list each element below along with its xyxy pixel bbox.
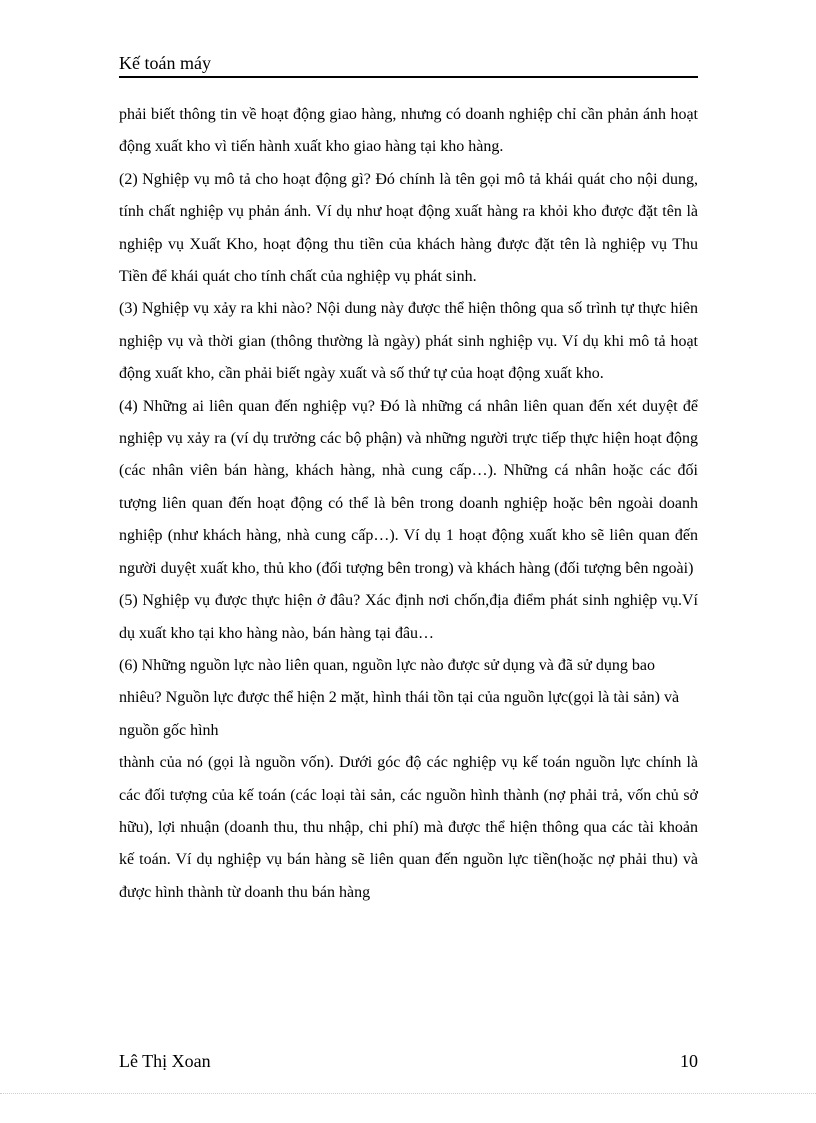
paragraph-continuation: phải biết thông tin về hoạt động giao hàng, nhưng có doanh nghiệp chỉ cần phản ánh hoạt động xuất kho vì tiến hành xuất kho giao hàng tại kho hàng. <box>119 106 698 156</box>
page-header <box>119 50 698 78</box>
paragraph-item-6-continued: thành của nó (gọi là nguồn vốn). Dưới góc độ các nghiệp vụ kế toán nguồn lực chính là các đối tượng của kế toán (các loại tài sản, các nguồn hình thành (nợ phải trả, vốn chủ sở hữu), lợi nhuận (doanh thu, thu nhập, chi phí) mà được thể hiện thông qua các tài khoản kế toán. Ví dụ nghiệp vụ bán hàng sẽ liên quan đến nguồn lực tiền(hoặc nợ phải thu) và được hình thành từ doanh thu bán hàng <box>119 754 698 901</box>
page-bottom-divider <box>0 1093 816 1094</box>
footer-author: Lê Thị Xoan <box>119 1051 211 1071</box>
paragraph-item-6: (6) Những nguồn lực nào liên quan, nguồn lực nào được sử dụng và đã sử dụng bao nhiêu? Nguồn lực được thể hiện 2 mặt, hình thái tồn tại của nguồn lực(gọi là tài sản) và nguồn gốc hình <box>119 656 680 739</box>
paragraph-item-3: (3) Nghiệp vụ xảy ra khi nào? Nội dung này được thể hiện thông qua số trình tự thực hiên nghiệp vụ và thời gian (thông thường là ngày) phát sinh nghiệp vụ. Ví dụ khi mô tả hoạt động xuất kho, cần phải biết ngày xuất và số thứ tự của hoạt động xuất kho. <box>119 300 698 383</box>
paragraph-item-5: (5) Nghiệp vụ được thực hiện ở đâu? Xác định nơi chốn,địa điểm phát sinh nghiệp vụ.Ví dụ xuất kho tại kho hàng nào, bán hàng tại đâu… <box>119 592 698 642</box>
header-title: Kế toán máy <box>119 53 211 73</box>
page-number: 10 <box>680 1051 698 1071</box>
document-body <box>119 99 698 909</box>
paragraph-item-2: (2) Nghiệp vụ mô tả cho hoạt động gì? Đó chính là tên gọi mô tả khái quát cho nội dung, tính chất nghiệp vụ phản ánh. Ví dụ như hoạt động xuất hàng ra khỏi kho được đặt tên là nghiệp vụ Xuất Kho, hoạt động thu tiền của khách hàng được đặt tên là nghiệp vụ Thu Tiền để khái quát cho tính chất của nghiệp vụ phát sinh. <box>119 170 698 286</box>
paragraph-item-4: (4) Những ai liên quan đến nghiệp vụ? Đó là những cá nhân liên quan đến xét duyệt để nghiệp vụ xảy ra (ví dụ trưởng các bộ phận) và những người trực tiếp thực hiện hoạt động (các nhân viên bán hàng, khách hàng, nhà cung cấp…). Những cá nhân hoặc các đối tượng liên quan đến hoạt động có thể là bên trong doanh nghiệp hoặc bên ngoài doanh nghiệp (như khách hàng, nhà cung cấp…). Ví dụ 1 hoạt động xuất kho sẽ liên quan đến người duyệt xuất kho, thủ kho (đối tượng bên trong) và khách hàng (đối tượng bên ngoài) <box>119 397 698 577</box>
page-footer <box>119 1050 698 1076</box>
